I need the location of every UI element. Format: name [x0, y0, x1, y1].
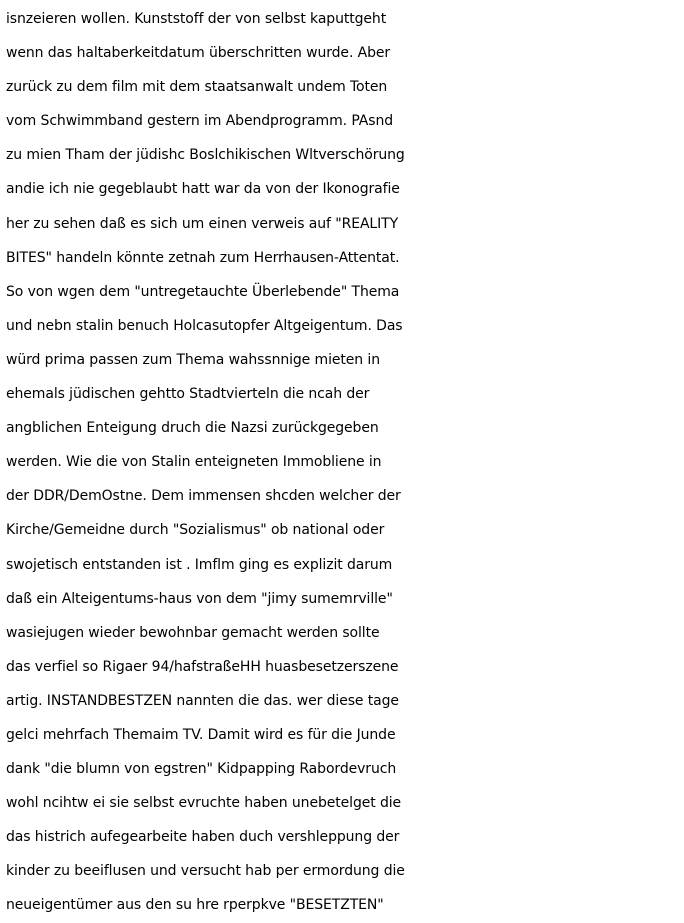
text-line-21: artig. INSTANDBESTZEN nannten die das. wer diese tage	[6, 692, 399, 709]
text-line-5: zu mien Tham der jüdishc Boslchikischen Wltverschörung	[6, 147, 405, 164]
text-line-20: das verfiel so Rigaer 94/hafstraßeHH huasbesetzerszene	[6, 658, 399, 675]
text-line-25: das histrich aufegearbeite haben duch vershleppung der	[6, 829, 400, 846]
text-line-27: neueigentümer aus den su hre rperpkve "BESETZTEN"	[6, 897, 384, 914]
text-line-10: und nebn stalin benuch Holcasutopfer Altgeigentum. Das	[6, 317, 403, 334]
text-line-18: daß ein Alteigentums-haus von dem "jimy sumemrville"	[6, 590, 393, 607]
text-line-3: zurück zu dem film mit dem staatsanwalt undem Toten	[6, 79, 388, 96]
text-line-22: gelci mehrfach Themaim TV. Damit wird es für die Junde	[6, 726, 396, 743]
text-line-24: wohl ncihtw ei sie selbst evruchte haben unebetelget die	[6, 795, 402, 812]
text-line-9: So von wgen dem "untregetauchte Überlebende" Thema	[6, 283, 400, 300]
text-line-17: swojetisch entstanden ist . Imflm ging es explizit darum	[6, 556, 393, 573]
text-line-14: werden. Wie die von Stalin enteigneten Immobliene in	[6, 454, 382, 471]
text-line-11: würd prima passen zum Thema wahssnnige mieten in	[6, 351, 380, 368]
text-line-8: BITES" handeln könnte zetnah zum Herrhausen-Attentat.	[6, 249, 400, 266]
text-line-7: her zu sehen daß es sich um einen verweis auf "REALITY	[6, 215, 399, 232]
text-line-15: der DDR/DemOstne. Dem immensen shcden welcher der	[6, 488, 401, 505]
text-line-19: wasiejugen wieder bewohnbar gemacht werden sollte	[6, 624, 380, 641]
text-line-13: angblichen Enteigung druch die Nazsi zurückgegeben	[6, 420, 379, 437]
text-line-12: ehemals jüdischen gehtto Stadtvierteln die ncah der	[6, 386, 370, 403]
text-line-4: vom Schwimmband gestern im Abendprogramm. PAsnd	[6, 113, 394, 130]
text-line-26: kinder zu beeiflusen und versucht hab per ermordung die	[6, 863, 405, 880]
text-line-16: Kirche/Gemeidne durch "Sozialismus" ob national oder	[6, 522, 385, 539]
text-line-2: wenn das haltaberkeitdatum überschritten wurde. Aber	[6, 45, 391, 62]
text-line-23: dank "die blumn von egstren" Kidpapping Rabordevruch	[6, 761, 397, 778]
text-line-1: isnzeieren wollen. Kunststoff der von selbst kaputtgeht	[6, 11, 387, 27]
body-text	[6, 2, 682, 923]
text-line-6: andie ich nie gegeblaubt hatt war da von der Ikonografie	[6, 181, 400, 198]
